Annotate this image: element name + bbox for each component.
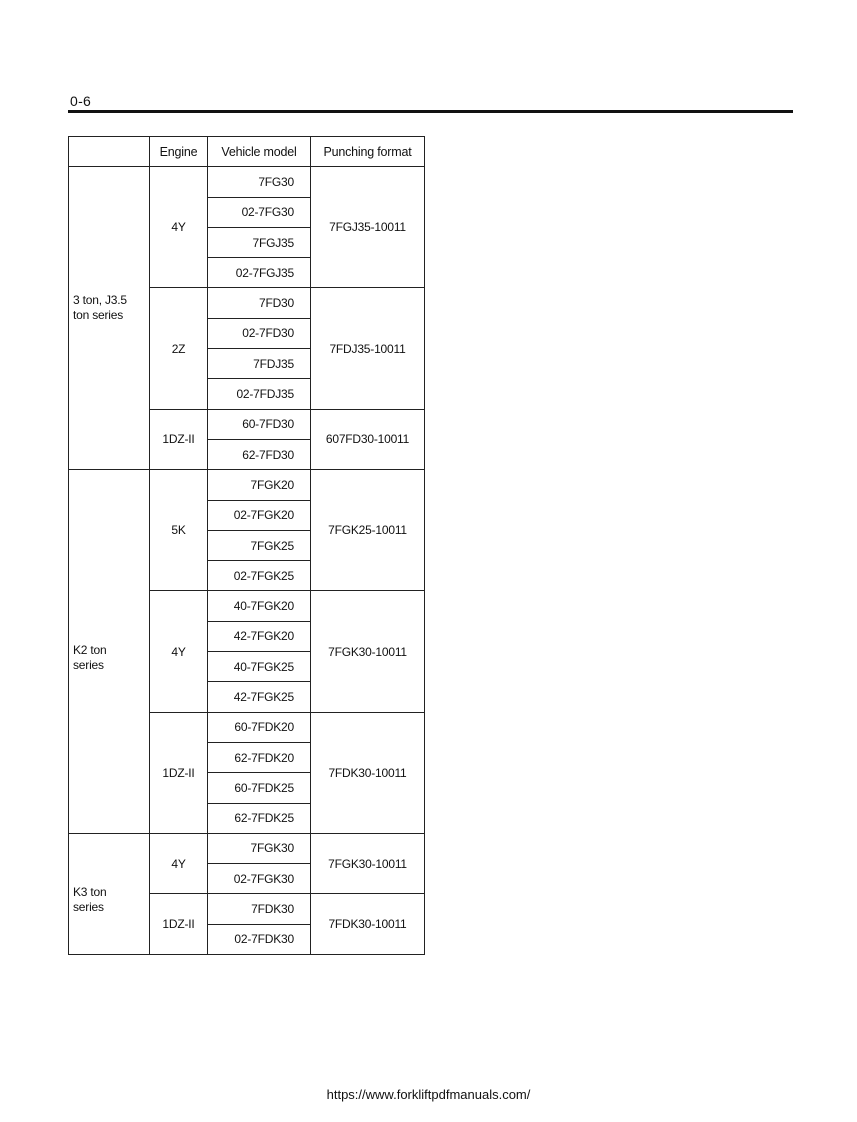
punching-format-cell: 7FGK30-10011 bbox=[311, 833, 425, 894]
vehicle-model-cell: 02-7FGK25 bbox=[208, 561, 311, 591]
series-label-line: K2 ton bbox=[73, 642, 107, 657]
punching-format-cell: 7FGK30-10011 bbox=[311, 591, 425, 712]
header-rule bbox=[68, 110, 793, 113]
vehicle-model-cell: 7FDK30 bbox=[208, 894, 311, 924]
punching-format-cell: 7FGJ35-10011 bbox=[311, 167, 425, 288]
vehicle-model-cell: 40-7FGK20 bbox=[208, 591, 311, 621]
series-label bbox=[73, 293, 149, 323]
header-punching-format: Punching format bbox=[311, 137, 425, 167]
vehicle-model-cell: 60-7FDK20 bbox=[208, 712, 311, 742]
vehicle-model-cell: 62-7FD30 bbox=[208, 439, 311, 469]
vehicle-model-cell: 62-7FDK20 bbox=[208, 742, 311, 772]
vehicle-model-cell: 42-7FGK25 bbox=[208, 682, 311, 712]
engine-cell: 1DZ-II bbox=[150, 894, 208, 955]
punching-format-cell: 7FGK25-10011 bbox=[311, 470, 425, 591]
table-body bbox=[69, 167, 425, 955]
vehicle-model-cell: 02-7FG30 bbox=[208, 197, 311, 227]
series-cell bbox=[69, 167, 150, 470]
punching-format-cell: 7FDK30-10011 bbox=[311, 894, 425, 955]
vehicle-model-cell: 60-7FD30 bbox=[208, 409, 311, 439]
punching-format-cell: 7FDK30-10011 bbox=[311, 712, 425, 833]
vehicle-model-cell: 7FDJ35 bbox=[208, 349, 311, 379]
series-label-line: series bbox=[73, 657, 104, 672]
vehicle-model-cell: 02-7FDK30 bbox=[208, 924, 311, 954]
vehicle-model-cell: 42-7FGK20 bbox=[208, 621, 311, 651]
vehicle-model-cell: 60-7FDK25 bbox=[208, 773, 311, 803]
page-number: 0-6 bbox=[70, 93, 92, 109]
series-label-line: K3 ton bbox=[73, 884, 107, 899]
engine-cell: 4Y bbox=[150, 167, 208, 288]
table-header bbox=[69, 137, 425, 167]
series-label-line: series bbox=[73, 899, 104, 914]
engine-cell: 1DZ-II bbox=[150, 409, 208, 470]
table-row bbox=[69, 167, 425, 197]
vehicle-model-cell: 02-7FGK30 bbox=[208, 864, 311, 894]
punching-format-cell: 7FDJ35-10011 bbox=[311, 288, 425, 409]
vehicle-model-cell: 40-7FGK25 bbox=[208, 652, 311, 682]
footer-url: https://www.forkliftpdfmanuals.com/ bbox=[326, 1087, 531, 1102]
series-label bbox=[73, 643, 149, 673]
vehicle-model-cell: 7FGK25 bbox=[208, 530, 311, 560]
series-label-line: 3 ton, J3.5 bbox=[73, 293, 127, 308]
punching-format-table bbox=[68, 136, 425, 955]
table-header-row bbox=[69, 137, 425, 167]
table-row bbox=[69, 833, 425, 863]
series-cell bbox=[69, 833, 150, 954]
series-label bbox=[73, 885, 149, 915]
engine-cell: 5K bbox=[150, 470, 208, 591]
vehicle-model-cell: 7FGK20 bbox=[208, 470, 311, 500]
vehicle-model-cell: 7FGJ35 bbox=[208, 227, 311, 257]
vehicle-model-cell: 02-7FDJ35 bbox=[208, 379, 311, 409]
header-series bbox=[69, 137, 150, 167]
vehicle-model-cell: 02-7FD30 bbox=[208, 318, 311, 348]
vehicle-model-cell: 62-7FDK25 bbox=[208, 803, 311, 833]
engine-cell: 4Y bbox=[150, 591, 208, 712]
header-engine: Engine bbox=[150, 137, 208, 167]
engine-cell: 2Z bbox=[150, 288, 208, 409]
vehicle-model-cell: 7FGK30 bbox=[208, 833, 311, 863]
header-vehicle-model: Vehicle model bbox=[208, 137, 311, 167]
vehicle-model-cell: 02-7FGK20 bbox=[208, 500, 311, 530]
punching-format-cell: 607FD30-10011 bbox=[311, 409, 425, 470]
vehicle-model-cell: 7FG30 bbox=[208, 167, 311, 197]
engine-cell: 1DZ-II bbox=[150, 712, 208, 833]
vehicle-model-cell: 7FD30 bbox=[208, 288, 311, 318]
vehicle-model-cell: 02-7FGJ35 bbox=[208, 258, 311, 288]
series-cell bbox=[69, 470, 150, 834]
table-row bbox=[69, 470, 425, 500]
engine-cell: 4Y bbox=[150, 833, 208, 894]
series-label-line: ton series bbox=[73, 308, 124, 323]
